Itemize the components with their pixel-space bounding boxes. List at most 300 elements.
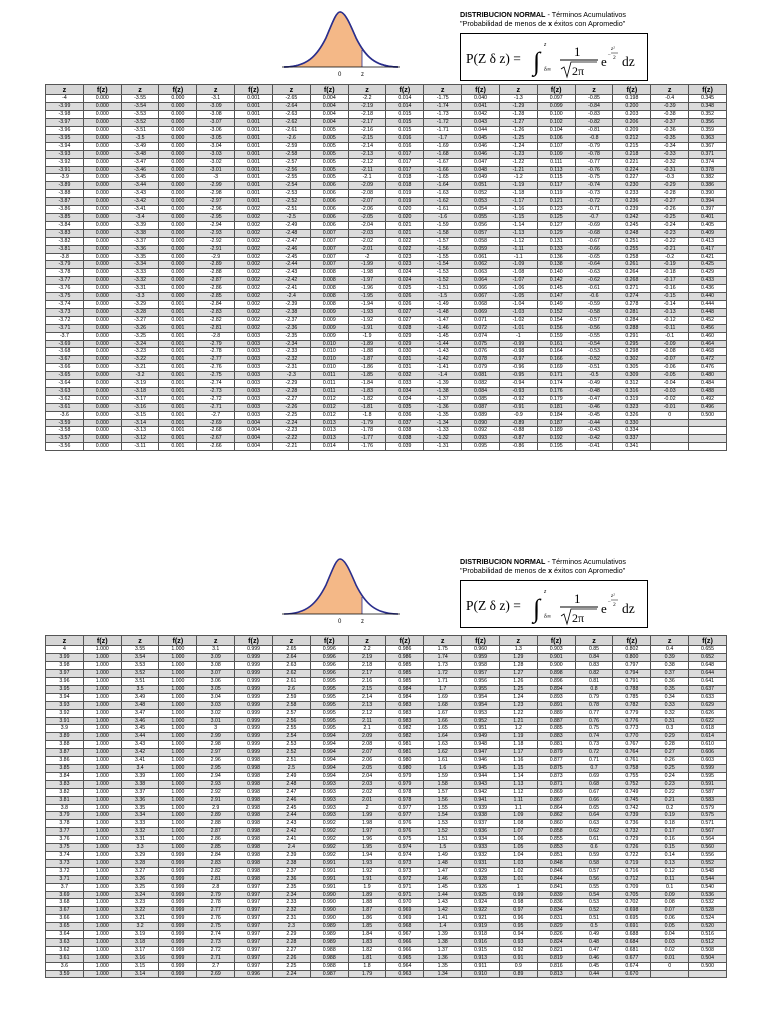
fz-cell: 1.000 xyxy=(159,772,197,780)
fz-cell: 0.002 xyxy=(235,293,273,301)
fz-cell: 0.999 xyxy=(235,670,273,678)
table-row xyxy=(46,931,727,939)
z-cell: -0.52 xyxy=(575,356,613,364)
z-cell: 1.39 xyxy=(424,931,462,939)
z-cell: 2.04 xyxy=(348,772,386,780)
z-cell: -3.95 xyxy=(46,134,84,142)
table-row xyxy=(46,419,727,427)
z-cell: 3.34 xyxy=(121,812,159,820)
fz-cell: 0.001 xyxy=(235,150,273,158)
fz-cell: 0.012 xyxy=(310,411,348,419)
formula-int-upper: z xyxy=(544,42,547,48)
z-cell: 2.75 xyxy=(197,923,235,931)
fz-cell: 0.000 xyxy=(83,158,121,166)
fz-cell: 0.955 xyxy=(462,685,500,693)
z-cell: -1.02 xyxy=(499,316,537,324)
z-cell: -3.92 xyxy=(46,158,84,166)
formula-denominator: 2π xyxy=(572,611,585,625)
fz-cell: 0.997 xyxy=(235,946,273,954)
fz-cell: 0.038 xyxy=(386,427,424,435)
fz-cell: 0.995 xyxy=(310,701,348,709)
z-cell: -0.56 xyxy=(575,324,613,332)
svg-text:–: – xyxy=(608,53,611,58)
z-cell: 1.2 xyxy=(499,725,537,733)
table-row xyxy=(46,245,727,253)
fz-cell: 0.161 xyxy=(537,340,575,348)
z-cell: -0.05 xyxy=(651,372,689,380)
fz-cell: 0.998 xyxy=(235,796,273,804)
fz-cell: 0.007 xyxy=(310,253,348,261)
z-cell: 3.09 xyxy=(197,654,235,662)
fz-cell: 0.936 xyxy=(462,828,500,836)
fz-cell: 0.752 xyxy=(613,780,651,788)
fz-cell: 0.999 xyxy=(159,867,197,875)
fz-cell: 0.982 xyxy=(386,725,424,733)
fz-cell: 0.005 xyxy=(310,142,348,150)
z-cell: -0.75 xyxy=(575,174,613,182)
column-header-fz: f(z) xyxy=(462,636,500,646)
fz-cell: 0.000 xyxy=(83,285,121,293)
fz-cell: 0.992 xyxy=(310,836,348,844)
z-cell: -1.75 xyxy=(424,95,462,103)
fz-cell: 0.024 xyxy=(386,277,424,285)
z-cell: -2.93 xyxy=(197,229,235,237)
z-cell: -3.11 xyxy=(121,443,159,451)
z-cell: -0.13 xyxy=(651,308,689,316)
curve-label-zero: 0 xyxy=(338,72,342,78)
fz-cell: 0.074 xyxy=(462,332,500,340)
z-cell: 1.18 xyxy=(499,741,537,749)
fz-cell: 0.000 xyxy=(83,443,121,451)
fz-cell: 0.644 xyxy=(689,670,727,678)
z-cell: 0.49 xyxy=(575,931,613,939)
formula-dz: dz xyxy=(622,54,635,69)
fz-cell: 0.010 xyxy=(310,348,348,356)
fz-cell: 0.000 xyxy=(83,356,121,364)
z-cell: 1.26 xyxy=(499,678,537,686)
fz-cell: 0.271 xyxy=(613,285,651,293)
fz-cell: 0.712 xyxy=(613,875,651,883)
fz-cell: 0.397 xyxy=(689,206,727,214)
z-cell: 2.08 xyxy=(348,741,386,749)
fz-cell: 0.834 xyxy=(537,907,575,915)
fz-cell: 0.954 xyxy=(462,701,500,709)
fz-cell: 0.298 xyxy=(613,348,651,356)
z-cell: 3.29 xyxy=(121,851,159,859)
z-cell: -3.69 xyxy=(46,340,84,348)
fz-cell: 0.999 xyxy=(235,678,273,686)
z-cell: -3.81 xyxy=(46,245,84,253)
z-cell: 0.45 xyxy=(575,962,613,970)
table-row xyxy=(46,221,727,229)
z-cell: -1.89 xyxy=(348,340,386,348)
fz-cell: 0.999 xyxy=(159,915,197,923)
fz-cell: 0.062 xyxy=(462,261,500,269)
fz-cell: 0.109 xyxy=(537,150,575,158)
fz-cell: 0.994 xyxy=(310,765,348,773)
z-cell: -0.29 xyxy=(651,182,689,190)
z-cell: -1.29 xyxy=(499,103,537,111)
table-row xyxy=(46,741,727,749)
fz-cell: 0.319 xyxy=(613,395,651,403)
z-cell: -2.73 xyxy=(197,387,235,395)
z-cell: 3.3 xyxy=(121,844,159,852)
fz-cell: 0.409 xyxy=(689,229,727,237)
z-cell: -2.2 xyxy=(348,95,386,103)
table-row xyxy=(46,883,727,891)
z-cell: -2.6 xyxy=(272,134,310,142)
column-header-fz: f(z) xyxy=(537,636,575,646)
z-cell xyxy=(651,427,689,435)
z-cell: -3.97 xyxy=(46,119,84,127)
z-cell: -1.49 xyxy=(424,300,462,308)
fz-cell: 0.919 xyxy=(462,923,500,931)
z-cell: 1.68 xyxy=(424,701,462,709)
z-cell: 2.17 xyxy=(348,670,386,678)
fz-cell: 0.993 xyxy=(310,796,348,804)
fz-cell: 0.352 xyxy=(689,111,727,119)
fz-cell: 0.998 xyxy=(235,875,273,883)
z-cell: 0.2 xyxy=(651,804,689,812)
fz-cell: 0.579 xyxy=(689,804,727,812)
z-cell: 1.69 xyxy=(424,693,462,701)
formula-exp-top: z² xyxy=(611,593,615,599)
fz-cell: 0.000 xyxy=(83,411,121,419)
fz-cell: 1.000 xyxy=(159,828,197,836)
z-cell: -2.42 xyxy=(272,277,310,285)
z-cell: -0.6 xyxy=(575,293,613,301)
table-row xyxy=(46,237,727,245)
fz-cell: 0.001 xyxy=(159,427,197,435)
z-cell: -0.61 xyxy=(575,285,613,293)
fz-cell: 0.952 xyxy=(462,717,500,725)
z-cell: -2.71 xyxy=(197,403,235,411)
z-cell: 3.86 xyxy=(46,757,84,765)
z-cell: 0.64 xyxy=(575,812,613,820)
fz-cell: 0.960 xyxy=(462,646,500,654)
z-cell: 2.01 xyxy=(348,796,386,804)
table-row xyxy=(46,380,727,388)
z-cell: -1.55 xyxy=(424,253,462,261)
fz-cell: 0.268 xyxy=(613,277,651,285)
z-cell: 2.15 xyxy=(348,685,386,693)
z-cell: 2.59 xyxy=(272,693,310,701)
z-cell: 3.45 xyxy=(121,725,159,733)
fz-cell: 1.000 xyxy=(83,662,121,670)
fz-cell: 0.520 xyxy=(689,923,727,931)
fz-cell: 0.001 xyxy=(159,403,197,411)
fz-cell: 0.681 xyxy=(613,946,651,954)
fz-cell: 0.975 xyxy=(386,836,424,844)
z-cell: 2.64 xyxy=(272,654,310,662)
z-cell: -1.9 xyxy=(348,332,386,340)
z-cell: -0.96 xyxy=(499,364,537,372)
z-cell: -3.29 xyxy=(121,300,159,308)
z-cell: 1.19 xyxy=(499,733,537,741)
fz-cell: 1.000 xyxy=(83,923,121,931)
z-cell: -3.54 xyxy=(121,103,159,111)
fz-cell: 0.334 xyxy=(613,427,651,435)
z-cell: -0.83 xyxy=(575,111,613,119)
fz-cell: 0.021 xyxy=(386,221,424,229)
column-header-fz: f(z) xyxy=(689,636,727,646)
formula-int-lower: δ∞ xyxy=(544,67,552,73)
z-cell: -1.28 xyxy=(499,111,537,119)
fz-cell: 0.000 xyxy=(159,221,197,229)
z-cell: -2.32 xyxy=(272,356,310,364)
fz-cell: 0.036 xyxy=(386,411,424,419)
z-cell: -3.15 xyxy=(121,411,159,419)
z-cell: 0.68 xyxy=(575,780,613,788)
fz-cell: 0.071 xyxy=(462,316,500,324)
fz-cell: 0.941 xyxy=(462,796,500,804)
z-cell: 1.06 xyxy=(499,836,537,844)
z-cell: 1.99 xyxy=(348,812,386,820)
z-cell: -3.6 xyxy=(46,411,84,419)
z-cell: 2.57 xyxy=(272,709,310,717)
z-cell: -0.33 xyxy=(651,150,689,158)
z-cell: -0.28 xyxy=(651,190,689,198)
table-header-row xyxy=(46,85,727,95)
z-cell: -2.5 xyxy=(272,214,310,222)
z-cell: 3.04 xyxy=(197,693,235,701)
column-header-fz: f(z) xyxy=(235,85,273,95)
fz-cell: 0.677 xyxy=(613,954,651,962)
z-cell: 0.13 xyxy=(651,859,689,867)
fz-cell: 0.709 xyxy=(613,883,651,891)
z-cell: 0.31 xyxy=(651,717,689,725)
fz-cell: 0.001 xyxy=(159,324,197,332)
z-cell: 1.97 xyxy=(348,828,386,836)
z-cell: -2.25 xyxy=(272,411,310,419)
table-row xyxy=(46,678,727,686)
fz-cell: 0.997 xyxy=(235,891,273,899)
z-cell: 3.71 xyxy=(46,875,84,883)
z-cell: 0 xyxy=(651,411,689,419)
z-cell: -1.39 xyxy=(424,380,462,388)
z-cell: -3.8 xyxy=(46,253,84,261)
fz-cell: 0.761 xyxy=(613,757,651,765)
z-cell: -2.49 xyxy=(272,221,310,229)
fz-cell: 0.929 xyxy=(462,867,500,875)
z-cell: 3.28 xyxy=(121,859,159,867)
z-cell: 0.27 xyxy=(651,749,689,757)
fz-cell: 0.106 xyxy=(537,134,575,142)
z-cell: -3.63 xyxy=(46,387,84,395)
fz-cell: 0.970 xyxy=(386,899,424,907)
z-cell: 1.38 xyxy=(424,938,462,946)
z-cell: 1.95 xyxy=(348,844,386,852)
fz-cell: 0.992 xyxy=(310,828,348,836)
fz-cell: 0.994 xyxy=(310,772,348,780)
fz-cell: 0.045 xyxy=(462,134,500,142)
z-cell: 2.38 xyxy=(272,859,310,867)
table-row xyxy=(46,820,727,828)
fz-cell: 0.261 xyxy=(613,261,651,269)
fz-cell: 0.984 xyxy=(386,685,424,693)
z-cell: 3.37 xyxy=(121,788,159,796)
z-cell: -1.61 xyxy=(424,206,462,214)
z-cell: -2.45 xyxy=(272,253,310,261)
z-cell: 1.58 xyxy=(424,780,462,788)
fz-cell: 0.044 xyxy=(462,127,500,135)
fz-cell: 0.887 xyxy=(537,717,575,725)
z-cell: -1.3 xyxy=(499,95,537,103)
z-cell: 2.11 xyxy=(348,717,386,725)
z-cell: 3.65 xyxy=(46,923,84,931)
fz-cell: 1.000 xyxy=(159,749,197,757)
fz-cell: 0.885 xyxy=(537,725,575,733)
z-cell: 3.96 xyxy=(46,678,84,686)
column-header-z: z xyxy=(424,636,462,646)
z-cell: 0.33 xyxy=(651,701,689,709)
z-cell: 1.13 xyxy=(499,780,537,788)
fz-cell: 0.004 xyxy=(310,103,348,111)
z-cell: 2.7 xyxy=(197,962,235,970)
table-row xyxy=(46,970,727,978)
fz-cell: 0.966 xyxy=(386,946,424,954)
z-cell: 0.53 xyxy=(575,899,613,907)
z-cell: -0.15 xyxy=(651,293,689,301)
fz-cell: 0.278 xyxy=(613,300,651,308)
fz-cell: 0.599 xyxy=(689,765,727,773)
z-cell: -1.67 xyxy=(424,158,462,166)
z-cell: -0.03 xyxy=(651,387,689,395)
z-cell: -1.82 xyxy=(348,395,386,403)
z-cell: 2.83 xyxy=(197,859,235,867)
table-row xyxy=(46,796,727,804)
fz-cell: 0.002 xyxy=(235,229,273,237)
fz-cell: 1.000 xyxy=(83,851,121,859)
fz-cell: 0.779 xyxy=(613,709,651,717)
fz-cell: 1.000 xyxy=(83,654,121,662)
z-cell: -0.41 xyxy=(575,443,613,451)
fz-cell: 0.006 xyxy=(310,221,348,229)
fz-cell: 0.998 xyxy=(235,812,273,820)
fz-cell: 0.000 xyxy=(83,403,121,411)
table-header-row xyxy=(46,636,727,646)
z-cell: 1.35 xyxy=(424,962,462,970)
z-cell: -3.84 xyxy=(46,221,84,229)
z-cell: -1.8 xyxy=(348,411,386,419)
fz-cell: 0.993 xyxy=(310,788,348,796)
table-row xyxy=(46,693,727,701)
z-cell: -0.89 xyxy=(499,419,537,427)
formula-numerator: 1 xyxy=(574,44,581,59)
fz-cell: 0.989 xyxy=(310,931,348,939)
z-cell: 2.92 xyxy=(197,788,235,796)
z-cell: -2.56 xyxy=(272,166,310,174)
z-cell: -3.64 xyxy=(46,380,84,388)
fz-cell: 0.972 xyxy=(386,875,424,883)
fz-cell: 0.749 xyxy=(613,788,651,796)
fz-cell: 0.997 xyxy=(235,915,273,923)
z-cell: 1.74 xyxy=(424,654,462,662)
fz-cell: 0.994 xyxy=(310,749,348,757)
z-cell: -1.01 xyxy=(499,324,537,332)
fz-cell: 0.996 xyxy=(310,662,348,670)
fz-cell: 0.000 xyxy=(83,277,121,285)
z-cell: -0.92 xyxy=(499,395,537,403)
fz-cell: 0.949 xyxy=(462,733,500,741)
fz-cell: 0.004 xyxy=(235,435,273,443)
fz-cell: 0.025 xyxy=(386,285,424,293)
fz-cell: 0.037 xyxy=(386,419,424,427)
z-cell: 2.61 xyxy=(272,678,310,686)
z-cell: -0.24 xyxy=(651,221,689,229)
z-cell: 3.25 xyxy=(121,883,159,891)
fz-cell: 0.000 xyxy=(159,182,197,190)
table-subtitle: "Probabilidad de menos de x éxitos con Apromedio" xyxy=(460,566,626,575)
fz-cell: 0.179 xyxy=(537,395,575,403)
z-cell: -3.02 xyxy=(197,158,235,166)
fz-cell: 0.000 xyxy=(83,419,121,427)
column-header-fz: f(z) xyxy=(310,85,348,95)
fz-cell: 0.770 xyxy=(613,733,651,741)
fz-cell: 0.001 xyxy=(159,387,197,395)
z-cell: 3.9 xyxy=(46,725,84,733)
z-cell: -1.48 xyxy=(424,308,462,316)
fz-cell: 0.131 xyxy=(537,237,575,245)
fz-cell: 0.000 xyxy=(83,387,121,395)
z-cell: 2.27 xyxy=(272,946,310,954)
fz-cell: 1.000 xyxy=(159,725,197,733)
z-cell: -2.13 xyxy=(348,150,386,158)
fz-cell: 0.312 xyxy=(613,380,651,388)
z-cell: -0.47 xyxy=(575,395,613,403)
fz-cell: 0.000 xyxy=(83,364,121,372)
z-cell: -0.88 xyxy=(499,427,537,435)
z-cell: 3.46 xyxy=(121,717,159,725)
z-cell: 3.5 xyxy=(121,685,159,693)
fz-cell: 0.939 xyxy=(462,804,500,812)
fz-cell: 0.999 xyxy=(235,709,273,717)
fz-cell xyxy=(689,419,727,427)
fz-cell: 0.999 xyxy=(159,970,197,978)
fz-cell: 0.425 xyxy=(689,261,727,269)
fz-cell: 0.988 xyxy=(310,954,348,962)
z-cell: 0.36 xyxy=(651,678,689,686)
formula-denominator: 2π xyxy=(572,64,585,78)
fz-cell: 0.496 xyxy=(689,403,727,411)
fz-cell: 0.046 xyxy=(462,150,500,158)
fz-cell: 0.001 xyxy=(159,395,197,403)
curve-label-z: z xyxy=(361,72,364,78)
z-cell: -3.09 xyxy=(197,103,235,111)
fz-cell: 0.524 xyxy=(689,915,727,923)
table-row xyxy=(46,812,727,820)
svg-text:e: e xyxy=(601,601,607,616)
z-cell: 3.92 xyxy=(46,709,84,717)
fz-cell: 0.684 xyxy=(613,938,651,946)
fz-cell: 1.000 xyxy=(159,757,197,765)
z-cell: -2.77 xyxy=(197,356,235,364)
fz-cell: 0.988 xyxy=(310,962,348,970)
fz-cell: 0.938 xyxy=(462,812,500,820)
fz-cell: 0.001 xyxy=(159,435,197,443)
z-cell: -0.65 xyxy=(575,253,613,261)
z-cell: 2.35 xyxy=(272,883,310,891)
fz-cell: 0.017 xyxy=(386,166,424,174)
z-cell: -1.41 xyxy=(424,364,462,372)
z-cell: -2.91 xyxy=(197,245,235,253)
fz-cell: 0.957 xyxy=(462,670,500,678)
fz-cell: 0.000 xyxy=(159,127,197,135)
z-cell: -2.97 xyxy=(197,198,235,206)
z-cell: -1.15 xyxy=(499,214,537,222)
z-cell: 0.91 xyxy=(499,954,537,962)
fz-cell: 0.983 xyxy=(386,709,424,717)
